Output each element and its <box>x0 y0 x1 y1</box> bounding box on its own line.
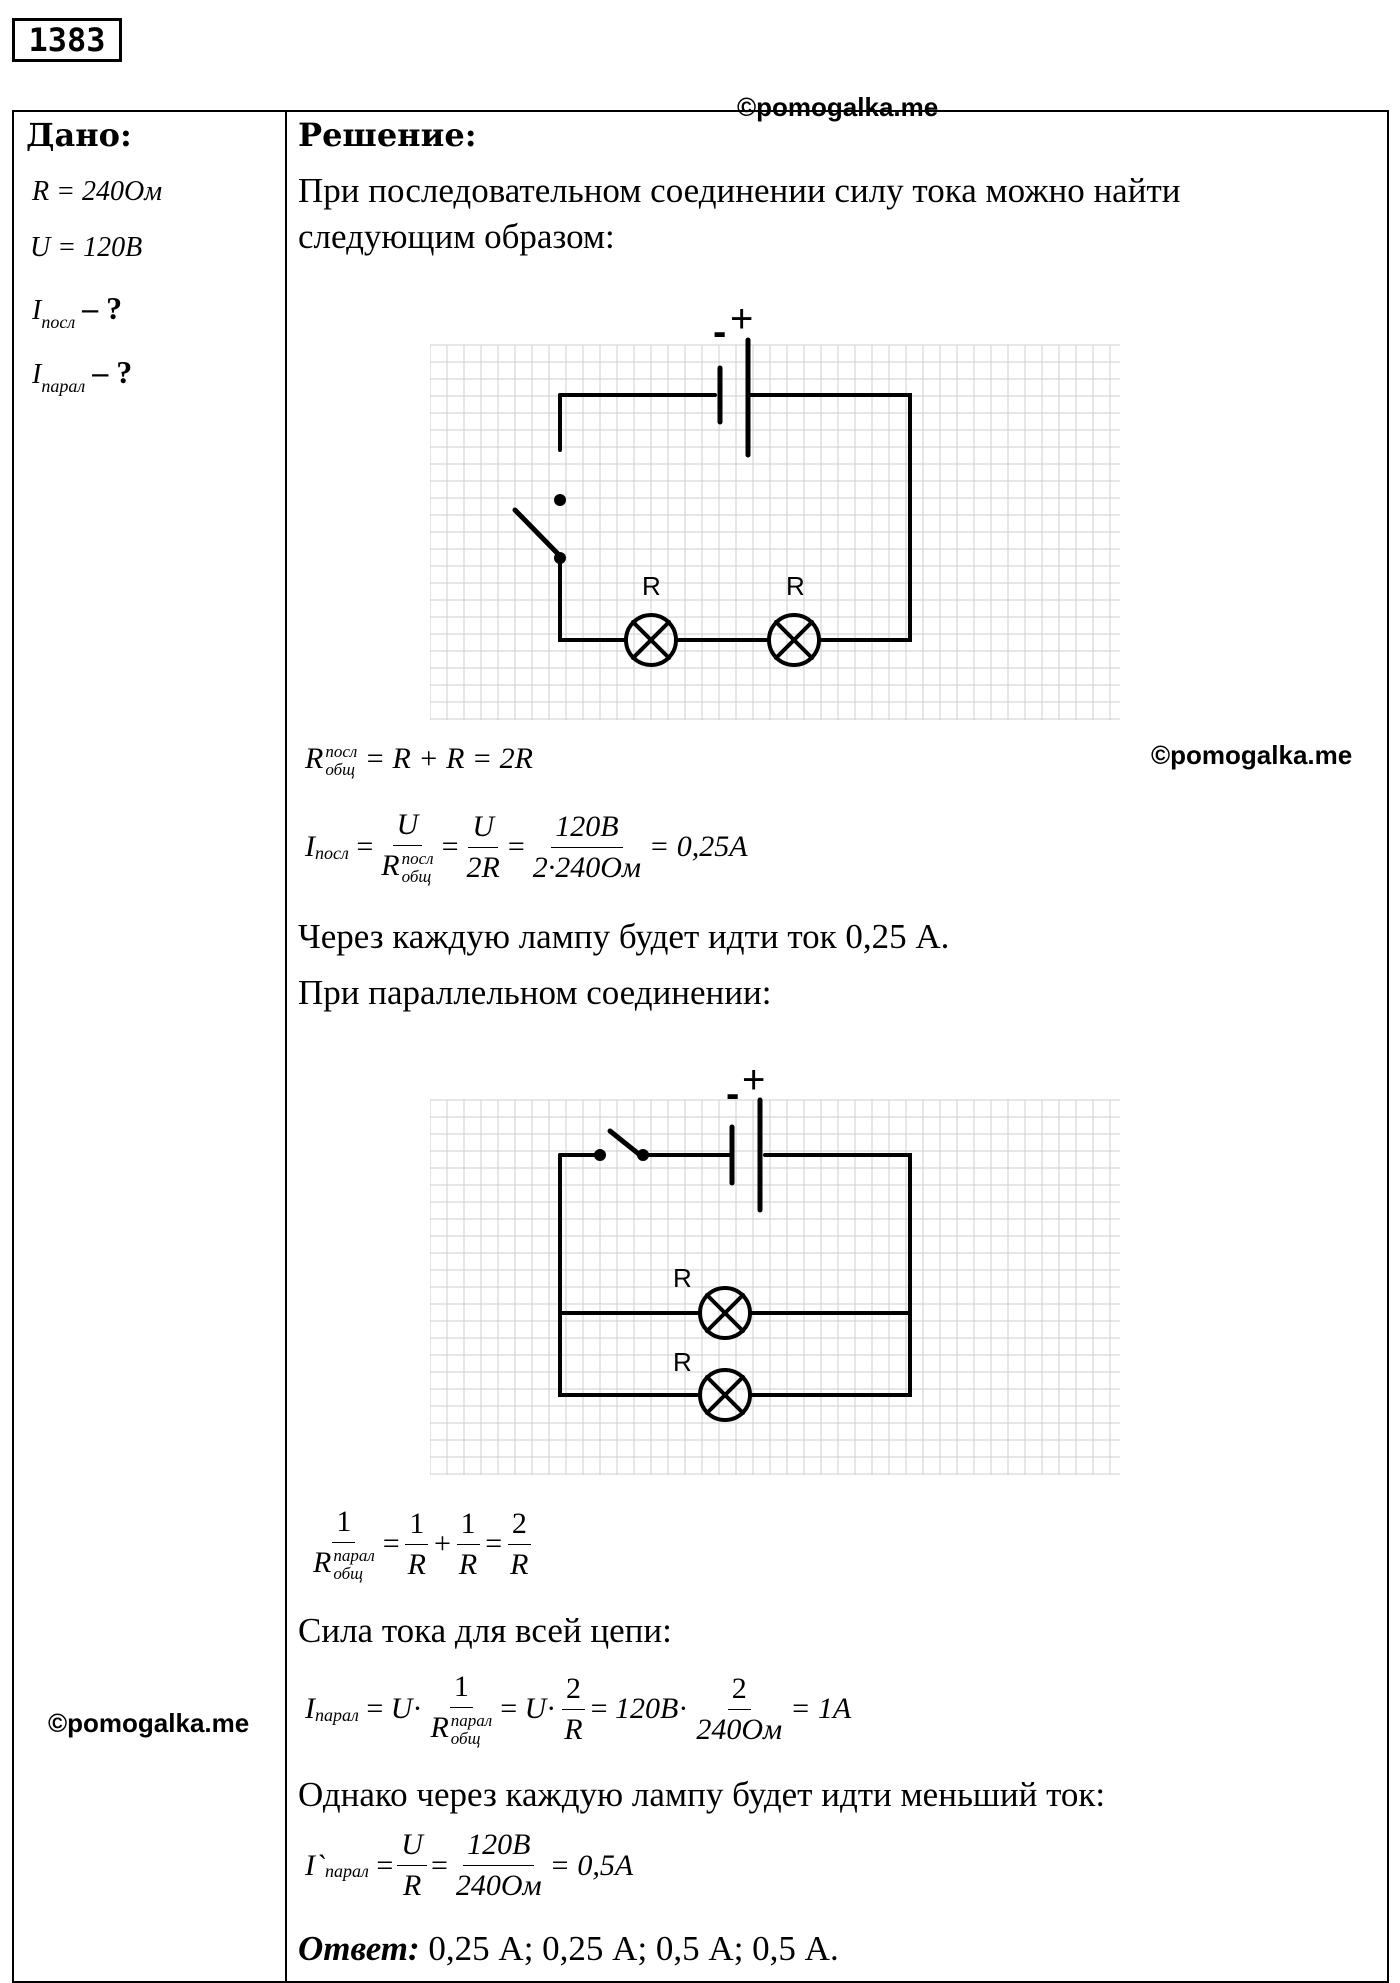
whole-circuit-text: Сила тока для всей цепи: <box>298 1611 672 1650</box>
unknown-series-current: $I_{посл}$ – ? <box>32 290 123 332</box>
problem-number: 1383 <box>12 18 122 62</box>
solution-header: Решение: <box>298 116 477 154</box>
column-divider <box>285 110 287 1983</box>
given-resistance: R = 240Ом <box>32 176 163 207</box>
equation-each-lamp-current: I` парал = $\frac{U}{R}$ = $\frac{120B}{240Ом}$ = 0,5A <box>305 1828 634 1902</box>
wire <box>750 395 910 640</box>
equation-parallel-resistance: 1 R парал общ = $\frac{1}{R}$ + $\frac{1}{R}$ = $\frac{2}{R}$ <box>305 1505 537 1583</box>
equation-parallel-current: I парал = U · 1 R парал общ = U · $\frac{2}{R}$ = 120B · $\frac{2}{240Ом}$ = 1A <box>305 1670 852 1749</box>
equation-series-current: I посл = U R посл общ = $\frac{U}{2R}$ = $\frac{120B}{2\cdot 240Ом}$ = 0,25A <box>305 808 748 887</box>
series-intro-text: При последовательном соединении силу тока можно найти следующим образом: <box>298 171 1181 256</box>
battery-minus-sign: - <box>713 310 727 354</box>
answer-line <box>298 1926 839 1972</box>
battery-minus-sign: - <box>726 1072 740 1116</box>
answer-label: Ответ: <box>298 1929 420 1968</box>
switch-contact-left <box>594 1149 606 1161</box>
switch-contact-right <box>637 1149 649 1161</box>
parallel-intro-text: При параллельном соединении: <box>298 973 772 1012</box>
answer-value: 0,25 А; 0,25 А; 0,5 А; 0,5 А. <box>419 1929 839 1968</box>
resistor-label-top: R <box>673 1263 692 1293</box>
series-note-text: Через каждую лампу будет идти ток 0,25 А. <box>298 917 950 956</box>
parallel-circuit-diagram <box>430 1055 1120 1475</box>
wire <box>750 1155 910 1395</box>
series-circuit-diagram <box>430 300 1120 720</box>
switch-contact-top <box>554 494 566 506</box>
watermark-top: ©pomogalka.me <box>737 92 939 122</box>
switch-contact-bottom <box>554 552 566 564</box>
battery-plus-sign: + <box>730 300 754 341</box>
equation-series-resistance: R посл общ = R + R = 2R <box>305 742 534 780</box>
resistor-label-bottom: R <box>673 1347 692 1377</box>
each-lamp-text: Однако через каждую лампу будет идти меньший ток: <box>298 1775 1106 1814</box>
resistor-label-left: R <box>642 571 661 601</box>
given-header: Дано: <box>26 116 132 154</box>
grid-background <box>430 345 1120 720</box>
battery-plus-sign: + <box>742 1058 766 1102</box>
watermark-right: ©pomogalka.me <box>1151 740 1353 770</box>
unknown-parallel-current: $I_{парал}$ – ? <box>32 354 133 396</box>
watermark-left: ©pomogalka.me <box>48 1708 250 1738</box>
given-voltage: U = 120B <box>30 232 143 263</box>
resistor-label-right: R <box>786 571 805 601</box>
